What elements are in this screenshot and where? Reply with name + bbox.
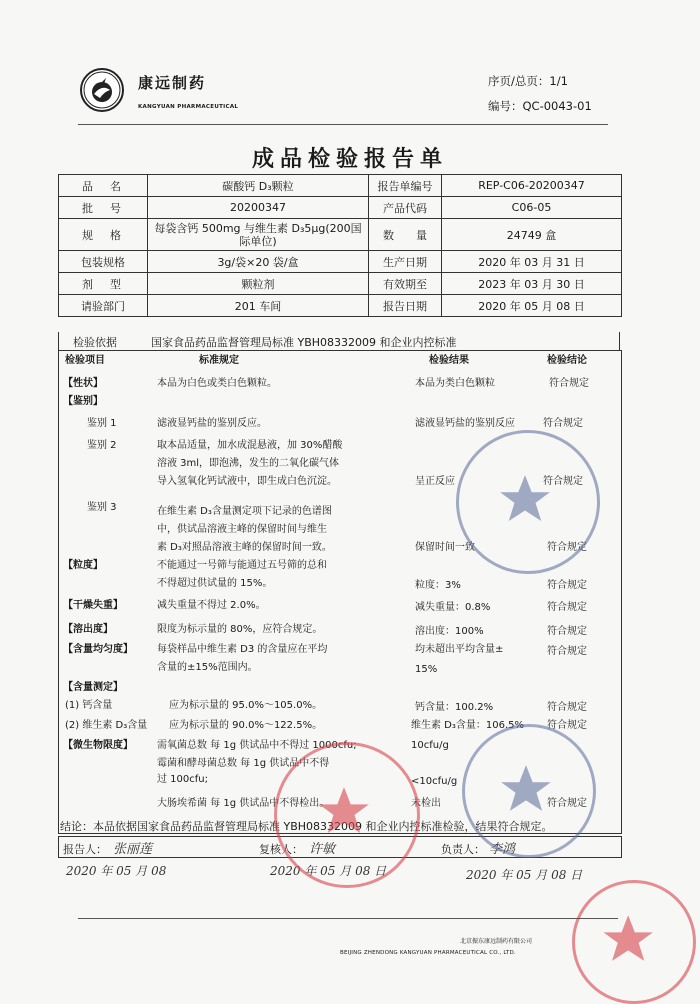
conclusion-text: 结论：本品依据国家食品药品监督管理局标准 YBH08332009 和企业内控标准检验，结果符合规定。 (60, 820, 553, 833)
std-id3-line1: 在维生素 D₃含量测定项下记录的色谱图 (157, 506, 332, 517)
item-id2: 鉴别 2 (87, 440, 117, 451)
label-report-number: 报告单编号 (369, 175, 442, 197)
red-company-stamp (274, 742, 420, 888)
con-id2: 符合规定 (543, 476, 583, 487)
label-product-name: 品 名 (59, 175, 148, 197)
stamp-star-icon (575, 883, 687, 995)
con-dissolution: 符合规定 (547, 626, 587, 637)
crane-logo-icon (82, 70, 122, 110)
con-uniformity: 符合规定 (547, 646, 587, 657)
res-micro-mold: <10cfu/g (411, 776, 458, 787)
quantity: 24749 盒 (442, 219, 622, 251)
res-micro-ecoli: 未检出 (411, 798, 441, 809)
specification: 每袋含钙 500mg 与维生素 D₃5μg(200国际单位) (148, 219, 369, 251)
std-appearance: 本品为白色或类白色颗粒。 (157, 378, 277, 389)
item-id1: 鉴别 1 (87, 418, 117, 429)
res-id1: 滤液显钙盐的鉴别反应 (415, 418, 515, 429)
table-row (59, 197, 622, 219)
company-name: 康远制药 (138, 74, 207, 92)
res-particle: 粒度：3% (415, 580, 461, 591)
stamp-star-icon (277, 745, 411, 879)
report-number: REP-C06-20200347 (442, 175, 622, 197)
page-title: 成品检验报告单 (251, 147, 448, 172)
std-particle-line2: 不得超过供试量的 15%。 (157, 578, 273, 589)
item-dissolution: 【溶出度】 (63, 624, 113, 635)
std-id1: 滤液显钙盐的鉴别反应。 (157, 418, 267, 429)
product-name: 碳酸钙 D₃颗粒 (148, 175, 369, 197)
label-production-date: 生产日期 (369, 251, 442, 273)
expiry-date: 2023 年 03 月 30 日 (442, 273, 622, 295)
col-header-result: 检验结果 (429, 355, 469, 366)
con-appearance: 符合规定 (549, 378, 589, 389)
batch-number: 20200347 (148, 197, 369, 219)
col-header-conclusion: 检验结论 (547, 355, 587, 366)
stamp-star-icon (465, 727, 587, 849)
res-calcium: 钙含量：100.2% (415, 702, 494, 713)
reviewer-signature: 许敏 (309, 842, 336, 857)
item-identification: 【鉴别】 (63, 396, 103, 407)
res-micro-aerobic: 10cfu/g (411, 740, 449, 751)
test-basis-label: 检验依据 (73, 336, 117, 349)
label-expiry-date: 有效期至 (369, 273, 442, 295)
label-report-date: 报告日期 (369, 295, 442, 317)
res-vitamin-d3: 维生素 D₃含量：106.5% (411, 720, 525, 731)
res-loss-on-drying: 减失重量：0.8% (415, 602, 491, 613)
item-vitamin-d3: (2) 维生素 D₃含量 (65, 720, 148, 731)
std-vitamin-d3: 应为标示量的 90.0%～122.5%。 (169, 720, 323, 731)
item-calcium: (1) 钙含量 (65, 700, 113, 711)
res-appearance: 本品为类白色颗粒 (415, 378, 495, 389)
label-dosage-form: 剂 型 (59, 273, 148, 295)
std-id3-line2: 中，供试品溶液主峰的保留时间与维生 (157, 524, 327, 535)
std-micro-line2: 霉菌和酵母菌总数 每 1g 供试品中不得 (157, 758, 330, 769)
res-dissolution: 溶出度：100% (415, 626, 484, 637)
res-uniformity-line1: 均未超出平均含量± (415, 644, 504, 655)
company-logo (80, 68, 124, 112)
item-appearance: 【性状】 (63, 378, 103, 389)
std-id3-line3: 素 D₃对照品溶液主峰的保留时间一致。 (157, 542, 332, 553)
company-name-en: KANGYUAN PHARMACEUTICAL (138, 104, 239, 110)
item-particle-size: 【粒度】 (63, 560, 103, 571)
std-micro-line4: 大肠埃希菌 每 1g 供试品中不得检出。 (157, 798, 330, 809)
col-header-standard: 标准规定 (199, 355, 239, 366)
std-particle-line1: 不能通过一号筛与能通过五号筛的总和 (157, 560, 327, 571)
footer-company-en: BEIJING ZHENDONG KANGYUAN PHARMACEUTICAL CO., LTD. (340, 950, 516, 956)
std-calcium: 应为标示量的 95.0%～105.0%。 (169, 700, 323, 711)
head-date: 2020 年 05 月 08 日 (466, 868, 583, 882)
item-loss-on-drying: 【干燥失重】 (63, 600, 123, 611)
blue-qa-stamp (456, 430, 600, 574)
std-id2-line1: 取本品适量，加水成混悬液，加 30%醋酸 (157, 440, 343, 451)
item-id3: 鉴别 3 (87, 502, 117, 513)
reporter-date: 2020 年 05 月 08 (66, 864, 167, 878)
item-microbial-limit: 【微生物限度】 (63, 740, 133, 751)
con-microbial: 符合规定 (547, 798, 587, 809)
table-row (59, 251, 622, 273)
test-basis-row (58, 332, 620, 351)
footer-divider (78, 918, 618, 919)
std-uniformity-line1: 每袋样品中维生素 D3 的含量应在平均 (157, 644, 328, 655)
con-vitamin-d3: 符合规定 (547, 720, 587, 731)
test-basis-value: 国家食品药品监督管理局标准 YBH08332009 和企业内控标准 (151, 336, 457, 349)
con-calcium: 符合规定 (547, 702, 587, 713)
std-dissolution: 限度为标示量的 80%，应符合规定。 (157, 624, 323, 635)
table-row (59, 273, 622, 295)
red-qa-stamp (572, 880, 696, 1004)
label-quantity: 数 量 (369, 219, 442, 251)
con-loss-on-drying: 符合规定 (547, 602, 587, 613)
std-micro-line3: 过 100cfu; (157, 774, 208, 785)
department: 201 车间 (148, 295, 369, 317)
std-micro-line1: 需氧菌总数 每 1g 供试品中不得过 1000cfu; (157, 740, 357, 751)
product-code: C06-05 (442, 197, 622, 219)
label-product-code: 产品代码 (369, 197, 442, 219)
stamp-star-icon (459, 433, 591, 565)
std-loss-on-drying: 减失重量不得过 2.0%。 (157, 600, 266, 611)
production-date: 2020 年 03 月 31 日 (442, 251, 622, 273)
table-row (59, 175, 622, 197)
reviewer-label: 复核人： (259, 843, 303, 856)
packaging: 3g/袋×20 袋/盒 (148, 251, 369, 273)
reviewer-date: 2020 年 05 月 08 日 (270, 864, 387, 878)
label-batch: 批 号 (59, 197, 148, 219)
dosage-form: 颗粒剂 (148, 273, 369, 295)
header-divider (78, 124, 608, 125)
col-header-item: 检验项目 (65, 355, 105, 366)
con-id3: 符合规定 (547, 542, 587, 553)
table-row (59, 295, 622, 317)
res-uniformity-line2: 15% (415, 664, 438, 675)
std-id2-line2: 溶液 3ml，即泡沸，发生的二氧化碳气体 (157, 458, 340, 469)
page-info: 序页/总页：1/1 (488, 74, 568, 88)
label-packaging: 包装规格 (59, 251, 148, 273)
res-id3: 保留时间一致 (415, 542, 475, 553)
head-signature: 李鸿 (489, 842, 516, 857)
item-content-uniformity: 【含量均匀度】 (63, 644, 133, 655)
res-id2: 呈正反应 (415, 476, 455, 487)
label-department: 请验部门 (59, 295, 148, 317)
reporter-signature: 张丽莲 (113, 842, 153, 857)
label-spec: 规 格 (59, 219, 148, 251)
std-id2-line3: 导入氢氧化钙试液中，即生成白色沉淀。 (157, 476, 337, 487)
product-info-table (58, 174, 622, 317)
item-assay: 【含量测定】 (63, 682, 123, 693)
con-id1: 符合规定 (543, 418, 583, 429)
footer-company-cn: 北京振东康远制药有限公司 (460, 938, 533, 945)
head-label: 负责人： (441, 843, 485, 856)
blue-company-stamp (462, 724, 596, 858)
std-uniformity-line2: 含量的±15%范围内。 (157, 662, 258, 673)
document-code: 编号：QC-0043-01 (488, 99, 592, 113)
table-row (59, 219, 622, 251)
reporter-label: 报告人： (63, 843, 107, 856)
report-date: 2020 年 05 月 08 日 (442, 295, 622, 317)
con-particle: 符合规定 (547, 580, 587, 591)
